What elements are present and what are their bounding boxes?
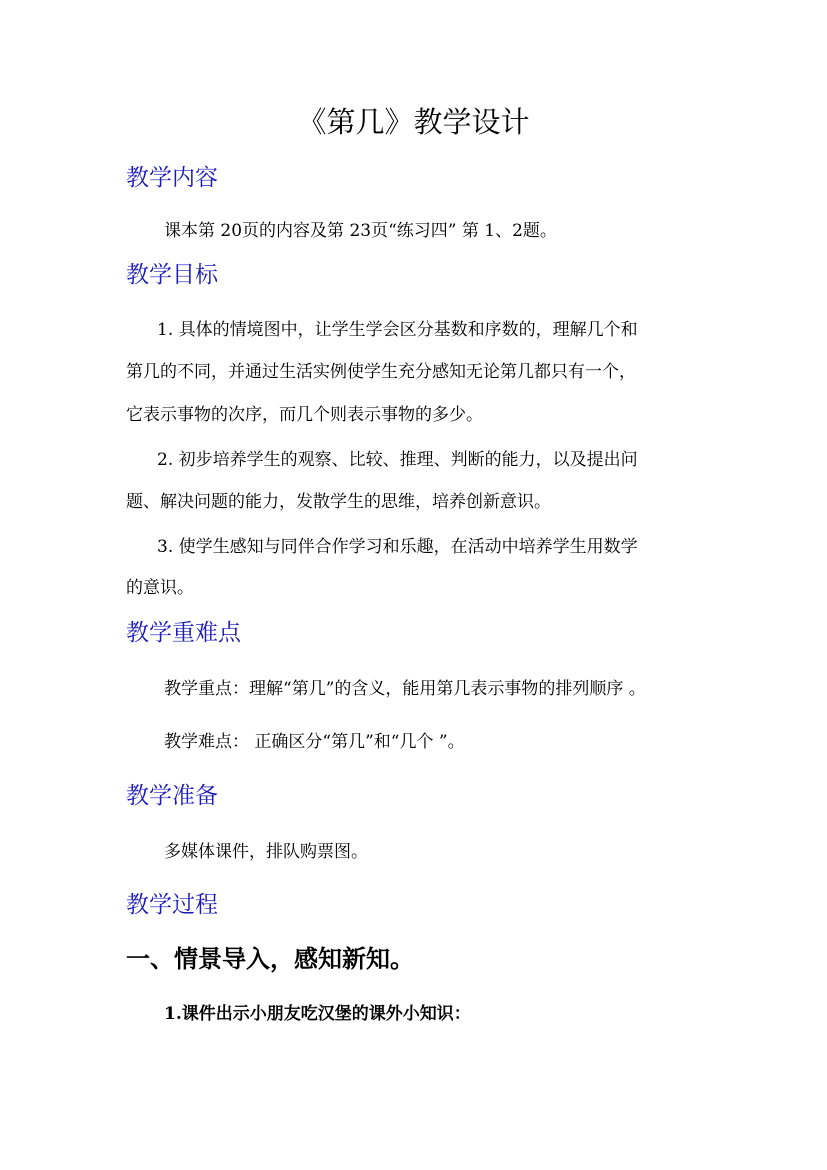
objective-2-line-1: 2. 初步培养学生的观察、比较、推理、判断的能力，以及提出问 — [157, 450, 638, 470]
objective-1-line-1: 1. 具体的情境图中，让学生学会区分基数和序数的，理解几个和 — [157, 320, 638, 340]
objective-2-line-2: 题、解决问题的能力，发散学生的思维，培养创新意识。 — [126, 492, 551, 512]
objective-1-line-2: 第几的不同，并通过生活实例使学生充分感知无论第几都只有一个， — [126, 362, 636, 382]
key-point-difficulty: 教学难点： 正确区分“第几”和“几个 ”。 — [164, 732, 465, 752]
objective-3-line-2: 的意识。 — [126, 578, 194, 598]
heading-teaching-content: 教学内容 — [126, 165, 218, 191]
objective-1-line-3: 它表示事物的次序，而几个则表示事物的多少。 — [126, 405, 483, 425]
heading-preparation: 教学准备 — [126, 783, 218, 809]
content-text: 课本第 20页的内容及第 23页“练习四” 第 1、2题。 — [164, 221, 557, 241]
heading-key-points: 教学重难点 — [126, 620, 241, 646]
objective-3-line-1: 3. 使学生感知与同伴合作学习和乐趣，在活动中培养学生用数学 — [157, 537, 638, 557]
process-step-1: 1.课件出示小朋友吃汉堡的课外小知识： — [164, 1004, 471, 1024]
preparation-text: 多媒体课件，排队购票图。 — [164, 842, 368, 862]
heading-teaching-objectives: 教学目标 — [126, 262, 218, 288]
key-point-focus: 教学重点：理解“第几”的含义，能用第几表示事物的排列顺序 。 — [164, 679, 646, 699]
heading-teaching-process: 教学过程 — [126, 892, 218, 918]
process-part-1-title: 一、情景导入，感知新知。 — [126, 944, 414, 973]
document-title: 《第几》教学设计 — [297, 105, 530, 139]
